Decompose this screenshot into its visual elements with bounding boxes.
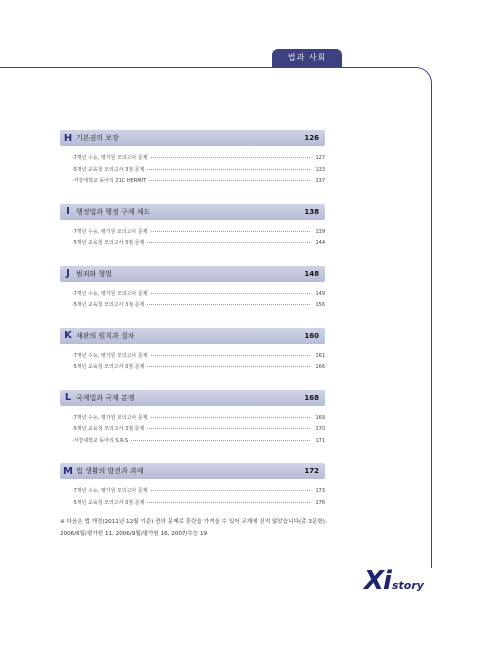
dot-leader bbox=[147, 242, 310, 243]
toc-item[interactable] bbox=[72, 154, 325, 166]
toc-item-page: 170 bbox=[315, 426, 325, 432]
dot-leader bbox=[147, 169, 310, 170]
section-page: 138 bbox=[304, 207, 319, 216]
toc-item-page: 149 bbox=[315, 290, 325, 297]
section-page: 160 bbox=[304, 331, 319, 340]
toc-item-label: ·5개년 교육청 모의고사 3점 문제 bbox=[72, 302, 145, 308]
section-letter: M bbox=[63, 465, 73, 477]
dot-leader bbox=[151, 417, 310, 418]
note-box bbox=[60, 516, 360, 540]
section-items bbox=[60, 290, 325, 313]
toc-item[interactable] bbox=[72, 414, 325, 426]
dot-leader bbox=[151, 355, 310, 356]
toc-section bbox=[60, 204, 325, 251]
toc-item-label: ·7개년 수능, 평가원 모의고사 문제 bbox=[72, 414, 148, 421]
dot-leader bbox=[151, 293, 310, 294]
toc-item-page: 176 bbox=[315, 499, 325, 506]
toc-section bbox=[60, 328, 325, 375]
toc-item[interactable] bbox=[72, 166, 325, 178]
toc-item-page: 156 bbox=[315, 302, 325, 308]
toc-item-page: 169 bbox=[315, 414, 325, 421]
section-items bbox=[60, 414, 325, 449]
toc-item-label: ·7개년 수능, 평가원 모의고사 문제 bbox=[72, 352, 148, 359]
toc-item[interactable] bbox=[72, 499, 325, 511]
toc-item-label: ·5개년 교육청 모의고사 3점 문제 bbox=[72, 426, 145, 432]
toc-item[interactable] bbox=[72, 239, 325, 251]
toc-item-label: ·7개년 수능, 평가원 모의고사 문제 bbox=[72, 228, 148, 235]
header-rule bbox=[0, 67, 415, 68]
toc-item-page: 127 bbox=[315, 155, 325, 161]
toc-item-label: ·5개년 교육청 모의고사 3점 문제 bbox=[72, 499, 145, 506]
toc-item-label: ·5개년 교육청 모의고사 3점 문제 bbox=[72, 240, 145, 246]
dot-leader bbox=[151, 490, 310, 491]
toc-item[interactable] bbox=[72, 425, 325, 437]
section-header[interactable] bbox=[60, 266, 325, 282]
dot-leader bbox=[147, 366, 310, 367]
logo-xi: Xi bbox=[364, 566, 391, 596]
section-items bbox=[60, 487, 325, 510]
section-letter: H bbox=[63, 132, 73, 144]
toc-section bbox=[60, 390, 325, 449]
toc-item-label: ·7개년 수능, 평가원 모의고사 문제 bbox=[72, 488, 148, 494]
section-letter: J bbox=[66, 268, 70, 279]
section-letter: K bbox=[64, 330, 72, 341]
toc-item-page: 173 bbox=[315, 488, 325, 494]
logo-story: story bbox=[391, 579, 424, 592]
toc-item[interactable] bbox=[72, 301, 325, 313]
dot-leader bbox=[151, 157, 310, 158]
section-items bbox=[60, 228, 325, 251]
section-letter: I bbox=[66, 206, 70, 217]
toc-item-page: 166 bbox=[315, 364, 325, 370]
section-title: 국제법과 국제 분쟁 bbox=[76, 393, 135, 402]
toc-item-page: 144 bbox=[315, 240, 325, 246]
toc-item-page: 171 bbox=[315, 437, 325, 444]
dot-leader bbox=[151, 231, 310, 232]
section-letter: L bbox=[64, 392, 72, 403]
toc-item[interactable] bbox=[72, 437, 325, 449]
toc-item-label: ·5개년 교육청 모의고사 3점 문제 bbox=[72, 166, 145, 173]
section-title: 재판의 원칙과 절차 bbox=[76, 331, 135, 340]
section-header[interactable] bbox=[60, 463, 325, 479]
toc-item-label: ·5개년 교육청 모의고사 3점 문제 bbox=[72, 364, 145, 370]
toc-section bbox=[60, 130, 325, 189]
toc-item[interactable] bbox=[72, 228, 325, 240]
table-of-contents bbox=[60, 130, 325, 525]
section-title: 법 생활의 발전과 과제 bbox=[76, 467, 144, 475]
toc-item-label: ·7개년 수능, 평가원 모의고사 문제 bbox=[72, 290, 148, 297]
dot-leader bbox=[149, 180, 310, 181]
section-header[interactable] bbox=[60, 130, 325, 146]
section-header[interactable] bbox=[60, 390, 325, 406]
toc-item-page: 137 bbox=[315, 178, 325, 184]
section-page: 172 bbox=[304, 467, 319, 475]
dot-leader bbox=[131, 440, 310, 441]
section-page: 148 bbox=[304, 269, 319, 278]
dot-leader bbox=[147, 502, 310, 503]
dot-leader bbox=[147, 428, 310, 429]
toc-item[interactable] bbox=[72, 352, 325, 364]
section-tab: 법과 사회 bbox=[272, 49, 342, 67]
toc-item-page: 161 bbox=[315, 352, 325, 359]
toc-item-page: 139 bbox=[315, 228, 325, 235]
toc-item-label: ·서강대학교 동아리 21C HERMIT bbox=[72, 178, 147, 184]
toc-item[interactable] bbox=[72, 177, 325, 189]
xistory-logo bbox=[364, 564, 424, 594]
toc-item[interactable] bbox=[72, 487, 325, 499]
section-title: 기본권의 보장 bbox=[76, 134, 119, 142]
section-header[interactable] bbox=[60, 204, 325, 220]
toc-section bbox=[60, 463, 325, 510]
section-header[interactable] bbox=[60, 328, 325, 344]
note-line-1: ※ 다음은 법 개정(2011년 12월 기준) 전의 문제로 혼란을 가져올 수 있어 교재에 싣지 않았습니다(총 3문항). bbox=[60, 519, 327, 525]
section-items bbox=[60, 154, 325, 189]
section-page: 126 bbox=[304, 134, 319, 142]
page-frame bbox=[415, 67, 432, 568]
toc-item-page: 133 bbox=[315, 166, 325, 173]
toc-item[interactable] bbox=[72, 363, 325, 375]
section-title: 범죄와 형벌 bbox=[76, 269, 113, 278]
toc-item-label: ·서강대학교 동아리 S.R.S bbox=[72, 437, 129, 444]
section-title: 행정법과 행정 구제 제도 bbox=[76, 207, 151, 216]
dot-leader bbox=[147, 304, 310, 305]
note-line-2: 2006/6월/평가원 11, 2006/9월/평가원 16, 2007/수능 19 bbox=[60, 531, 208, 537]
section-page: 168 bbox=[304, 393, 319, 402]
toc-section bbox=[60, 266, 325, 313]
toc-item[interactable] bbox=[72, 290, 325, 302]
toc-item-label: ·7개년 수능, 평가원 모의고사 문제 bbox=[72, 155, 148, 161]
section-items bbox=[60, 352, 325, 375]
